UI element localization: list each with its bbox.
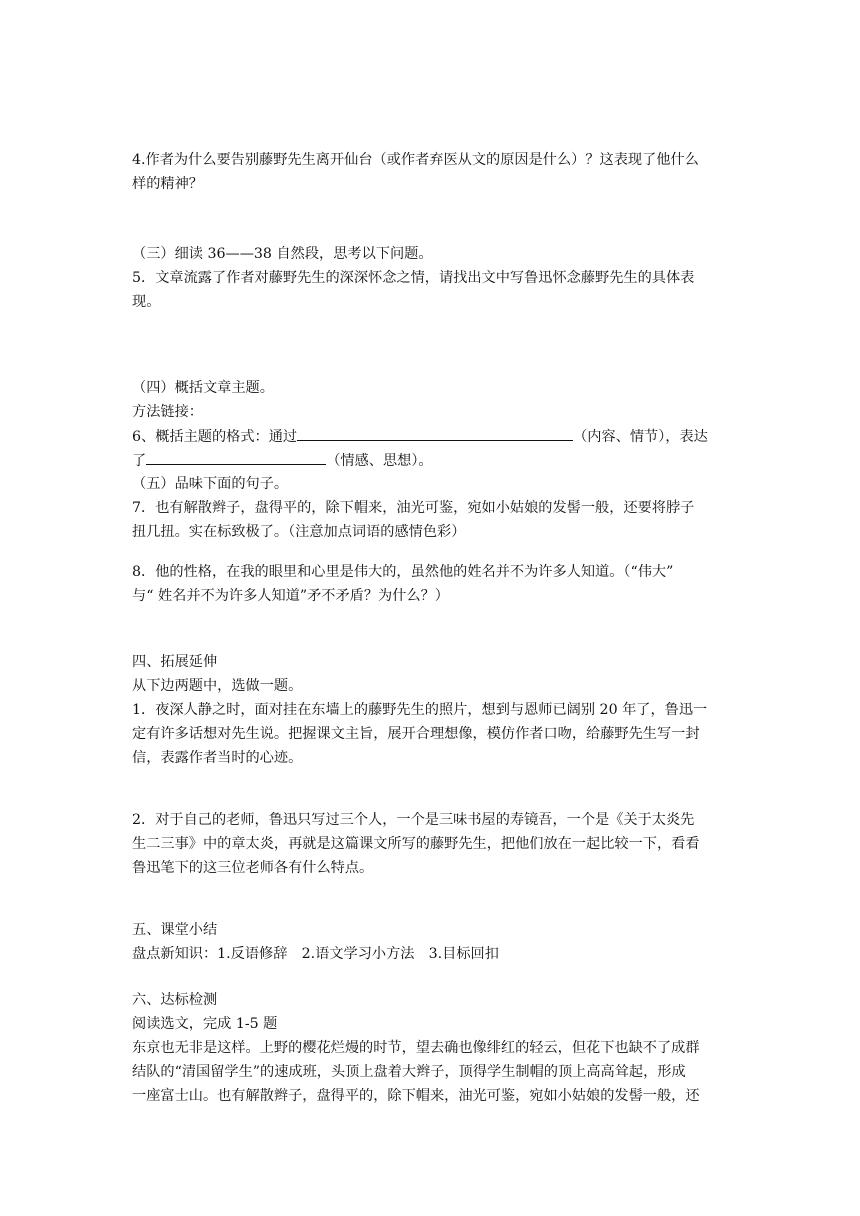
question-8-line2: 与“ 姓名并不为许多人知道”矛不矛盾？为什么？） (132, 588, 449, 604)
section-4-heading: （四）概括文章主题。 (132, 380, 274, 396)
extension-item-1-line3: 信，表露作者当时的心迹。 (132, 750, 303, 766)
part-4-intro: 从下边两题中，选做一题。 (132, 678, 303, 694)
passage-line-2: 结队的“清国留学生”的速成班，头顶上盘着大辫子，顶得学生制帽的顶上高高耸起，形成 (132, 1064, 686, 1080)
part-4-heading: 四、拓展延伸 (132, 654, 218, 670)
question-6-prefix: 6、概括主题的格式：通过 (132, 429, 298, 445)
extension-item-2-line3: 鲁迅笔下的这三位老师各有什么特点。 (132, 860, 374, 876)
section-3-heading: （三）细读 36——38 自然段，思考以下问题。 (132, 246, 433, 262)
passage-line-3: 一座富士山。也有解散辫子，盘得平的，除下帽来，油光可鉴，宛如小姑娘的发髻一般，还 (132, 1088, 700, 1104)
question-5-line2: 现。 (132, 294, 161, 310)
part-6-heading: 六、达标检测 (132, 992, 218, 1008)
extension-item-1-line2: 定有许多话想对先生说。把握课文主旨，展开合理想像，模仿作者口吻，给藤野先生写一封 (132, 726, 700, 742)
part-5-heading: 五、课堂小结 (132, 922, 218, 938)
question-6-line1 (132, 424, 732, 449)
extension-item-2-line1: 2．对于自己的老师，鲁迅只写过三个人，一个是三味书屋的寿镜吾，一个是《关于太炎先 (132, 812, 695, 828)
part-6-intro: 阅读选文，完成 1-5 题 (132, 1016, 278, 1032)
question-5-line1: 5．文章流露了作者对藤野先生的深深怀念之情，请找出文中写鲁迅怀念藤野先生的具体表 (132, 270, 695, 286)
extension-item-1-line1: 1．夜深人静之时，面对挂在东墙上的藤野先生的照片，想到与恩师已阔别 20 年了，鲁迅一 (132, 702, 708, 718)
method-link-label: 方法链接： (132, 404, 203, 420)
question-7-line2: 扭几扭。实在标致极了。（注意加点词语的感情色彩） (132, 524, 466, 540)
extension-item-2-line2: 生二三事》中的章太炎，再就是这篇课文所写的藤野先生，把他们放在一起比较一下，看看 (132, 836, 700, 852)
answer-blank-emotion[interactable] (146, 448, 326, 465)
question-6-line2 (132, 448, 732, 473)
question-6-suffix: （情感、思想）。 (326, 453, 433, 469)
question-8-line1: 8．他的性格，在我的眼里和心里是伟大的，虽然他的姓名并不为许多人知道。（“伟大” (132, 564, 674, 580)
section-5-heading: （五）品味下面的句子。 (132, 476, 289, 492)
answer-blank-content[interactable] (297, 424, 573, 441)
class-summary: 盘点新知识：1.反语修辞 2.语文学习小方法 3.目标回扣 (132, 946, 499, 962)
question-4-line2: 样的精神？ (132, 176, 203, 192)
passage-line-1: 东京也无非是这样。上野的樱花烂熳的时节，望去确也像绯红的轻云，但花下也缺不了成群 (132, 1040, 700, 1056)
question-6-mid: （内容、情节），表达 (573, 429, 708, 445)
question-6-line2-prefix: 了 (132, 453, 147, 469)
question-4-line1: 4.作者为什么要告别藤野先生离开仙台（或作者弃医从文的原因是什么）？这表现了他什么 (132, 152, 699, 168)
question-7-line1: 7．也有解散辫子，盘得平的，除下帽来，油光可鉴，宛如小姑娘的发髻一般，还要将脖子 (132, 500, 695, 516)
